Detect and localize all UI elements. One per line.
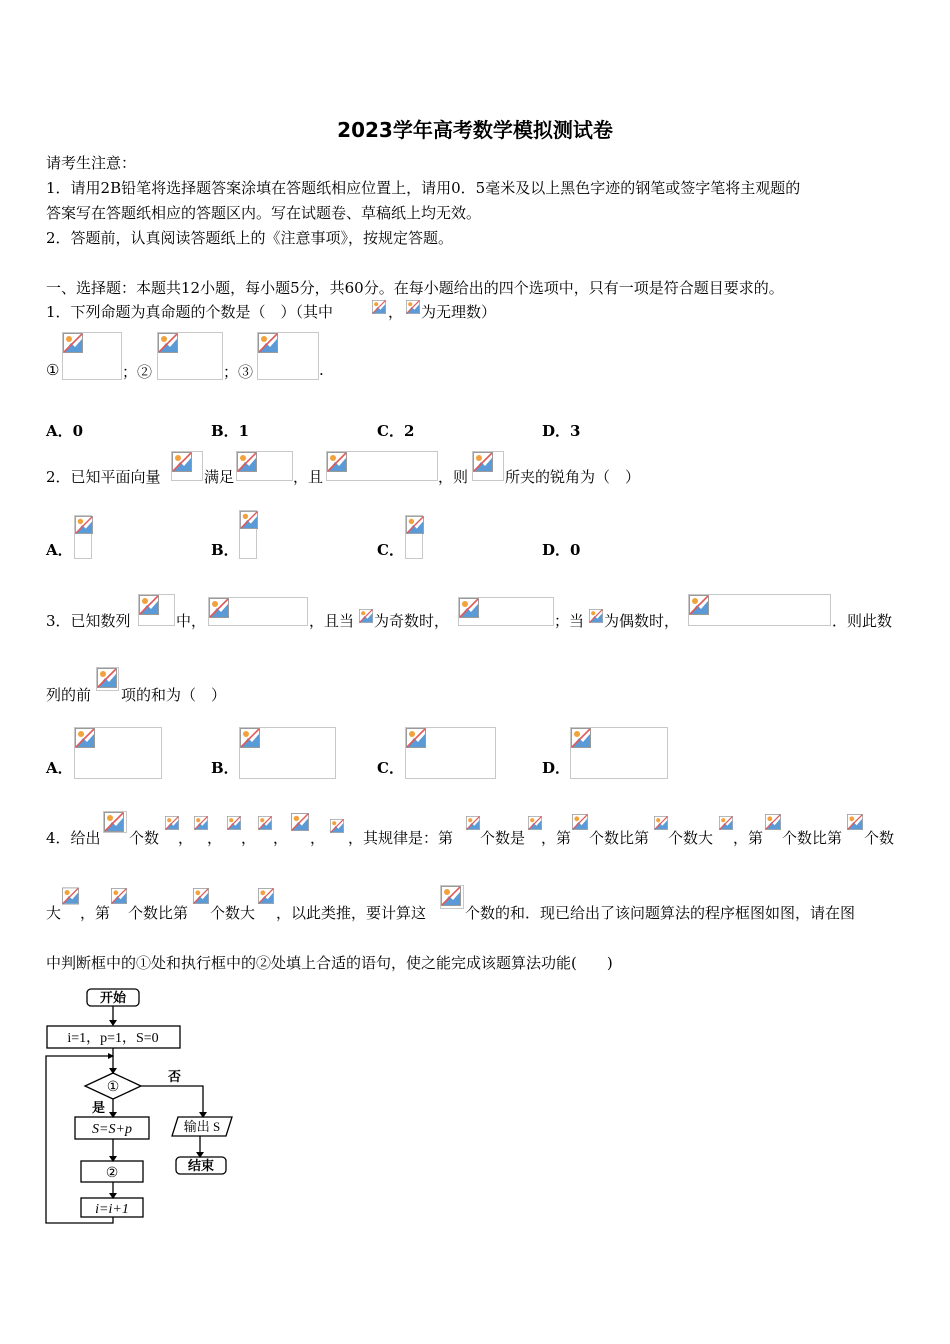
q4-text: 个数比第	[782, 829, 843, 847]
q1-marker-4: .	[319, 361, 324, 379]
flowchart-sum-label: S=S+p	[92, 1122, 132, 1137]
section-heading: 一、选择题：本题共12小题，每小题5分，共60分。在每小题给出的四个选项中，只有一项是符合题目要求的。	[46, 279, 784, 297]
q4-text: ，第	[733, 829, 764, 847]
flowchart-cond-label: ①	[106, 1080, 120, 1095]
formula-image-icon	[227, 815, 241, 831]
formula-image-icon	[240, 728, 260, 748]
q3-option-b: B．	[211, 759, 239, 777]
flowchart-step-label: ②	[105, 1166, 119, 1181]
q4-text: ，其规律是：第	[348, 829, 454, 847]
formula-image-icon	[466, 815, 480, 831]
formula-placeholder	[74, 515, 92, 559]
notice-heading: 请考生注意：	[46, 154, 137, 172]
formula-image-icon	[689, 595, 709, 615]
formula-placeholder	[472, 451, 504, 481]
formula-placeholder	[458, 597, 554, 626]
formula-image-icon	[193, 887, 209, 905]
formula-placeholder	[171, 451, 203, 481]
formula-placeholder	[239, 727, 336, 779]
formula-image-icon	[172, 452, 192, 472]
q1-stem-b: ，	[388, 303, 404, 321]
formula-placeholder	[62, 332, 122, 380]
q4-text: ，以此类推，要计算这	[276, 904, 427, 922]
q2-s1: 2．已知平面向量	[46, 468, 161, 486]
formula-image-icon	[571, 728, 591, 748]
q4-text: ，	[310, 829, 326, 847]
formula-image-icon	[104, 812, 124, 832]
q4-text: 个数	[864, 829, 895, 847]
formula-image-icon	[654, 815, 668, 831]
formula-image-icon	[97, 668, 117, 688]
formula-image-icon	[847, 813, 863, 831]
formula-image-icon	[75, 728, 95, 748]
formula-placeholder	[405, 727, 496, 779]
formula-image-icon	[209, 598, 229, 618]
formula-image-icon	[165, 815, 179, 831]
q4-text: 个数比第	[128, 904, 189, 922]
q1-option-a: A．0	[46, 422, 84, 440]
flowchart-end-label: 结束	[187, 1158, 215, 1173]
q3-s1: 3．已知数列	[46, 612, 131, 630]
notice-line-2: 答案写在答题纸相应的答题区内。写在试题卷、草稿纸上均无效。	[46, 204, 482, 222]
formula-image-icon	[291, 813, 309, 831]
formula-image-icon	[372, 299, 386, 315]
q1-marker-2: ；②	[122, 363, 153, 381]
formula-image-icon	[359, 608, 373, 624]
formula-image-icon	[327, 452, 347, 472]
q4-text: 个数	[129, 829, 160, 847]
q1-marker-3: ；③	[223, 363, 254, 381]
formula-image-icon	[572, 813, 588, 831]
formula-placeholder	[440, 885, 464, 909]
q4-text: ，	[273, 829, 289, 847]
q3-l2a: 列的前	[46, 686, 92, 704]
flowchart-no-label: 否	[168, 1069, 182, 1084]
q4-text: 大	[46, 904, 62, 922]
notice-line-3: 2．答题前，认真阅读答题纸上的《注意事项》，按规定答题。	[46, 229, 454, 247]
q2-s4: ，则	[438, 468, 469, 486]
q1-option-d: D．3	[542, 422, 581, 440]
q3-option-d: D．	[542, 759, 571, 777]
q4-text: ，第	[80, 904, 111, 922]
formula-image-icon	[237, 452, 257, 472]
formula-image-icon	[441, 886, 461, 906]
q3-option-c: C．	[377, 759, 404, 777]
formula-image-icon	[473, 452, 493, 472]
formula-image-icon	[62, 887, 79, 905]
q4-text: 个数是	[480, 829, 526, 847]
formula-placeholder	[570, 727, 668, 779]
formula-placeholder	[96, 667, 119, 691]
formula-image-icon	[258, 887, 274, 905]
q4-text: ，	[207, 829, 223, 847]
formula-placeholder	[103, 811, 127, 833]
q3-option-a: A．	[46, 759, 73, 777]
formula-placeholder	[157, 332, 223, 380]
q4-text: ，	[241, 829, 257, 847]
flowchart-init-label: i=1，p=1，S=0	[67, 1031, 159, 1046]
q3-s7: ．则此数	[832, 612, 893, 630]
q2-option-d: D．0	[542, 541, 581, 559]
flowchart-inc-label: i=i+1	[95, 1202, 129, 1217]
q2-s2: 满足	[204, 468, 235, 486]
formula-image-icon	[765, 813, 781, 831]
q4-text: 个数比第	[589, 829, 650, 847]
formula-image-icon	[406, 728, 426, 748]
q1-option-c: C．2	[377, 422, 415, 440]
q4-text: ，第	[541, 829, 572, 847]
q2-s5: 所夹的锐角为（ ）	[505, 468, 641, 486]
formula-image-icon	[719, 815, 733, 831]
flowchart-start-label: 开始	[99, 990, 127, 1005]
q2-option-b: B．	[211, 541, 239, 559]
formula-image-icon	[63, 333, 83, 353]
q3-l2b: 项的和为（ ）	[121, 686, 227, 704]
formula-image-icon	[75, 516, 93, 534]
flowchart	[40, 983, 250, 1228]
q3-s2: 中，	[176, 612, 207, 630]
q1-marker-1: ①	[46, 361, 60, 379]
q4-text: 个数的和．现已给出了该问题算法的程序框图如图，请在图	[465, 904, 856, 922]
q4-text-line3: 中判断框中的①处和执行框中的②处填上合适的语句，使之能完成该题算法功能( )	[46, 954, 613, 972]
formula-image-icon	[194, 815, 208, 831]
q4-text: ，	[178, 829, 194, 847]
formula-image-icon	[258, 815, 272, 831]
formula-image-icon	[111, 887, 127, 905]
formula-placeholder	[326, 451, 438, 481]
formula-placeholder	[74, 727, 162, 779]
page-title: 2023学年高考数学模拟测试卷	[337, 118, 613, 142]
formula-image-icon	[258, 333, 278, 353]
formula-image-icon	[459, 598, 479, 618]
notice-line-1: 1．请用2B铅笔将选择题答案涂填在答题纸相应位置上，请用0．5毫米及以上黑色字迹的钢笔或签字笔将主观题的	[46, 179, 801, 197]
formula-placeholder	[239, 510, 257, 559]
q4-text: 个数大	[210, 904, 256, 922]
formula-image-icon	[589, 608, 603, 624]
formula-image-icon	[240, 511, 258, 529]
q4-text: 个数大	[668, 829, 714, 847]
formula-placeholder	[138, 594, 175, 626]
flowchart-yes-label: 是	[92, 1100, 106, 1115]
formula-placeholder	[208, 597, 308, 626]
flowchart-output-label: 输出 S	[183, 1119, 221, 1134]
formula-placeholder	[405, 515, 423, 559]
formula-placeholder	[688, 594, 831, 626]
q1-option-b: B．1	[211, 422, 250, 440]
q3-s3: ，且当	[309, 612, 355, 630]
q2-option-a: A．	[46, 541, 73, 559]
q3-s5: ；当	[554, 612, 585, 630]
q3-s4: 为奇数时，	[374, 612, 450, 630]
formula-placeholder	[236, 451, 293, 481]
q3-s6: 为偶数时，	[604, 612, 680, 630]
formula-image-icon	[406, 516, 424, 534]
formula-image-icon	[327, 819, 347, 833]
q1-stem-a: 1．下列命题为真命题的个数是（ ）（其中	[46, 303, 334, 321]
q2-option-c: C．	[377, 541, 404, 559]
q4-text: 4．给出	[46, 829, 101, 847]
q1-stem-c: 为无理数）	[421, 303, 497, 321]
formula-placeholder	[257, 332, 319, 380]
formula-image-icon	[406, 299, 420, 315]
formula-image-icon	[158, 333, 178, 353]
formula-image-icon	[139, 595, 159, 615]
q2-s3: ，且	[293, 468, 324, 486]
formula-image-icon	[528, 815, 542, 831]
